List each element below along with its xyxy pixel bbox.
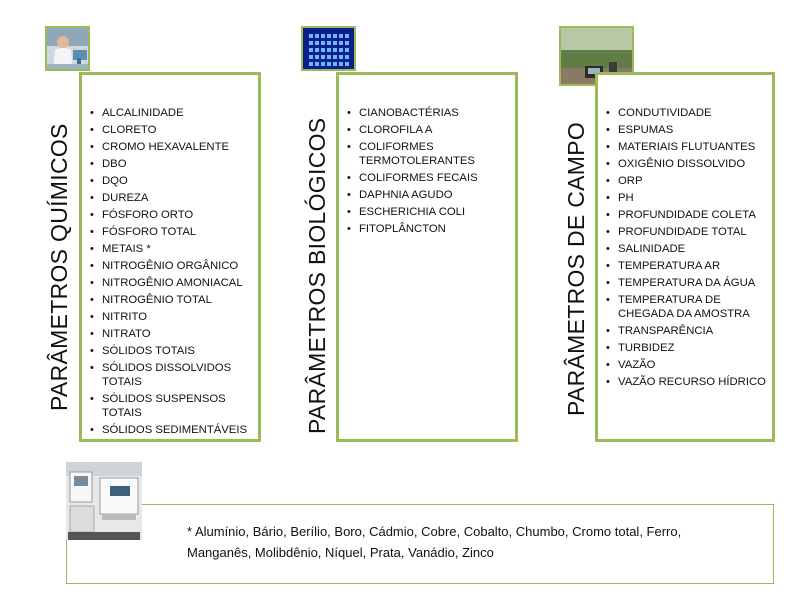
- parameter-item: • COLIFORMES FECAIS: [347, 171, 507, 185]
- parameter-item: • COLIFORMES TERMOTOLERANTES: [347, 140, 507, 168]
- parameter-item: • VAZÃO: [606, 358, 766, 372]
- parameter-item: • NITRITO: [90, 310, 250, 324]
- parameter-item: • METAIS *: [90, 242, 250, 256]
- parameter-item: • SÓLIDOS SUSPENSOS TOTAIS: [90, 392, 250, 420]
- parameter-item: • VAZÃO RECURSO HÍDRICO: [606, 375, 766, 389]
- parameter-item: • NITROGÊNIO AMONIACAL: [90, 276, 250, 290]
- microplate-image: [303, 28, 356, 71]
- lab-scientist-image: [47, 28, 90, 71]
- biological-parameters-panel: [336, 72, 518, 442]
- parameter-item: • CLOROFILA A: [347, 123, 507, 137]
- parameter-item: • ALCALINIDADE: [90, 106, 250, 120]
- parameter-item: • ORP: [606, 174, 766, 188]
- parameter-item: • TRANSPARÊNCIA: [606, 324, 766, 338]
- parameter-item: • DUREZA: [90, 191, 250, 205]
- metals-footnote-text: * Alumínio, Bário, Berílio, Boro, Cádmio, Cobre, Cobalto, Chumbo, Cromo total, Ferro, Manganês, Molibdênio, Níquel, Prata, Vanádio, Zinco: [187, 524, 682, 560]
- parameter-item: • PH: [606, 191, 766, 205]
- parameter-item: • ESCHERICHIA COLI: [347, 205, 507, 219]
- field-parameters-panel: [595, 72, 775, 442]
- parameter-item: • TEMPERATURA DE CHEGADA DA AMOSTRA: [606, 293, 766, 321]
- biological-parameters-title: PARÂMETROS BIOLÓGICOS: [304, 117, 330, 434]
- parameter-item: • MATERIAIS FLUTUANTES: [606, 140, 766, 154]
- parameter-item: • TEMPERATURA DA ÁGUA: [606, 276, 766, 290]
- parameter-item: • PROFUNDIDADE COLETA: [606, 208, 766, 222]
- parameter-item: • DQO: [90, 174, 250, 188]
- parameter-item: • NITROGÊNIO TOTAL: [90, 293, 250, 307]
- parameter-item: • FÓSFORO ORTO: [90, 208, 250, 222]
- parameter-item: • CLORETO: [90, 123, 250, 137]
- parameter-item: • NITRATO: [90, 327, 250, 341]
- parameter-item: • TURBIDEZ: [606, 341, 766, 355]
- lab-instrument-photo: [66, 462, 142, 540]
- biological-parameters-list: [347, 106, 507, 239]
- parameter-item: • CONDUTIVIDADE: [606, 106, 766, 120]
- microplate-photo: [301, 26, 356, 71]
- parameter-item: • PROFUNDIDADE TOTAL: [606, 225, 766, 239]
- parameter-item: • SALINIDADE: [606, 242, 766, 256]
- parameter-item: • SÓLIDOS DISSOLVIDOS TOTAIS: [90, 361, 250, 389]
- lab-instrument-image: [66, 462, 142, 540]
- parameter-item: • CROMO HEXAVALENTE: [90, 140, 250, 154]
- parameter-item: • OXIGÊNIO DISSOLVIDO: [606, 157, 766, 171]
- parameter-item: • FÓSFORO TOTAL: [90, 225, 250, 239]
- chemical-parameters-list: [90, 106, 250, 440]
- field-parameters-list: [606, 106, 766, 392]
- parameter-item: • DAPHNIA AGUDO: [347, 188, 507, 202]
- lab-scientist-photo: [45, 26, 90, 71]
- metals-footnote-box: [66, 504, 774, 584]
- parameter-item: • TEMPERATURA AR: [606, 259, 766, 273]
- parameter-item: • NITROGÊNIO ORGÂNICO: [90, 259, 250, 273]
- parameter-item: • FITOPLÂNCTON: [347, 222, 507, 236]
- chemical-parameters-panel: [79, 72, 261, 442]
- parameter-item: • ESPUMAS: [606, 123, 766, 137]
- parameter-item: • SÓLIDOS SEDIMENTÁVEIS: [90, 423, 250, 437]
- field-parameters-title: PARÂMETROS DE CAMPO: [563, 121, 589, 416]
- parameter-item: • CIANOBACTÉRIAS: [347, 106, 507, 120]
- parameter-item: • DBO: [90, 157, 250, 171]
- parameter-item: • SÓLIDOS TOTAIS: [90, 344, 250, 358]
- chemical-parameters-title: PARÂMETROS QUÍMICOS: [46, 123, 72, 411]
